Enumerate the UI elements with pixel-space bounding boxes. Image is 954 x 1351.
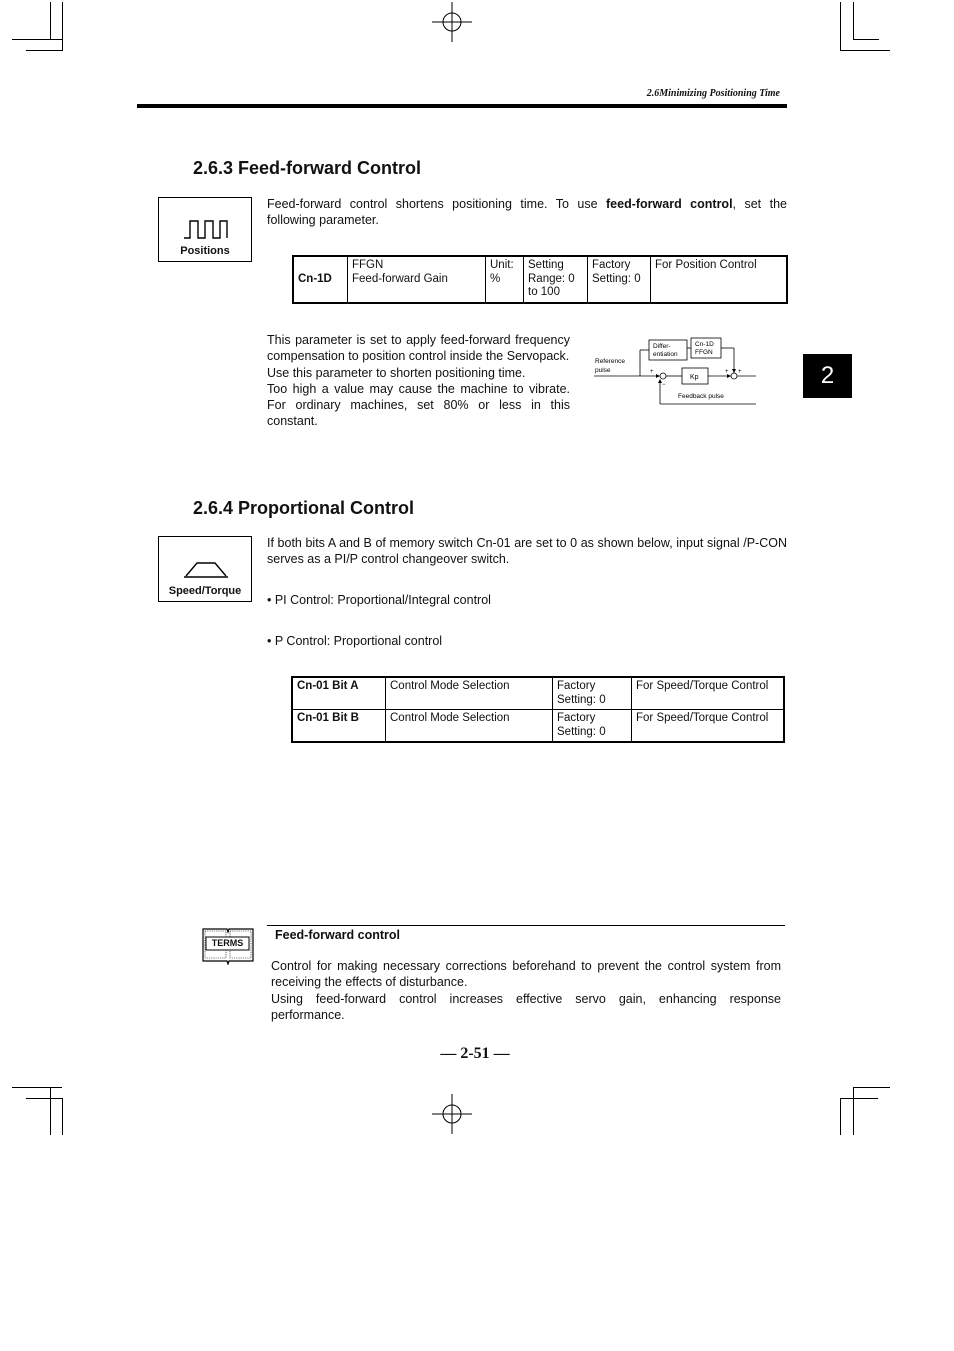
row-name: Control Mode Selection	[386, 677, 553, 710]
table-row	[293, 256, 787, 303]
row-code: Cn-01 Bit A	[292, 677, 386, 710]
feedback-pulse-label: Feedback pulse	[678, 393, 724, 400]
terms-paragraph-2: Using feed-forward control increases effective servo gain, enhancing response performance.	[271, 991, 781, 1022]
header-rule	[137, 104, 787, 108]
section-263-title: 2.6.3 Feed-forward Control	[193, 158, 422, 178]
body-paragraph-3: Too high a value may cause the machine to vibrate. For ordinary machines, set 80% or less in this constant.	[267, 381, 570, 429]
param-range: Setting Range: 0 to 100	[524, 256, 588, 303]
pulse-train-icon	[184, 218, 228, 240]
plus-sign-3: +	[738, 369, 742, 375]
terms-book-icon	[200, 925, 256, 965]
param-unit: Unit: %	[486, 256, 524, 303]
running-head: 2.6Minimizing Positioning Time	[646, 88, 780, 99]
differentiation-label-1: Differ-	[653, 343, 671, 350]
cn1d-parameter-table	[292, 255, 788, 304]
speed-torque-icon-label: Speed/Torque	[168, 585, 242, 597]
arrow-head	[658, 379, 662, 383]
row-code: Cn-01 Bit B	[292, 710, 386, 743]
terms-rule	[267, 925, 785, 926]
row-name: Control Mode Selection	[386, 710, 553, 743]
page-number: — 2-51 —	[440, 1045, 510, 1062]
table-row	[292, 710, 784, 743]
row-factory: Factory Setting: 0	[553, 677, 632, 710]
arrow-head	[732, 369, 736, 373]
arrow-head	[656, 374, 660, 378]
section-264-intro: If both bits A and B of memory switch Cn-01 are set to 0 as shown below, input signal /P-CON serves as a PI/P control changeover switch.	[267, 536, 787, 567]
param-code: Cn-1D	[293, 256, 348, 303]
intro-text-after: , set the following parameter.	[267, 197, 787, 228]
cn01-bits-table	[291, 676, 785, 743]
row-factory: Factory Setting: 0	[553, 710, 632, 743]
plus-sign-2: +	[725, 369, 729, 375]
body-paragraph-2: Use this parameter to shorten positioning time.	[267, 365, 526, 380]
param-name-line1: FFGN	[352, 259, 384, 271]
trapezoid-profile-icon	[184, 559, 228, 579]
terms-heading: Feed-forward control	[275, 928, 401, 942]
ffgn-label: FFGN	[695, 349, 713, 356]
param-factory: Factory Setting: 0	[588, 256, 651, 303]
intro-text-before: Feed-forward control shortens positioning time. To use	[267, 197, 607, 211]
chapter-tab: 2	[803, 354, 852, 398]
terms-icon-label: TERMS	[211, 938, 244, 948]
section-263-intro	[267, 196, 787, 229]
row-applies: For Speed/Torque Control	[632, 677, 785, 710]
p-control-bullet: • P Control: Proportional control	[267, 634, 443, 648]
positions-icon-label: Positions	[180, 245, 230, 257]
param-name-line2: Feed-forward Gain	[352, 272, 448, 285]
speed-torque-icon-box	[158, 536, 252, 602]
pi-control-bullet: • PI Control: Proportional/Integral control	[267, 593, 491, 607]
reference-label-1: Reference	[595, 358, 625, 365]
positions-icon-box	[158, 197, 252, 262]
param-applies: For Position Control	[651, 256, 788, 303]
section-264-title: 2.6.4 Proportional Control	[193, 498, 415, 518]
differentiation-label-2: entiation	[653, 351, 678, 358]
feed-forward-block-diagram	[590, 334, 765, 409]
terms-body	[271, 958, 781, 1023]
table-row	[292, 677, 784, 710]
summing-junction-1	[660, 373, 666, 379]
registration-mark-top	[432, 2, 472, 42]
param-name	[348, 256, 486, 303]
kp-label: Kp	[690, 374, 699, 381]
reference-label-2: pulse	[595, 367, 611, 374]
row-applies: For Speed/Torque Control	[632, 710, 785, 743]
registration-mark-bottom	[432, 1094, 472, 1134]
terms-paragraph-1: Control for making necessary corrections beforehand to prevent the control system from receiving the effects of disturbance.	[271, 959, 781, 990]
intro-text-bold: feed-forward control	[606, 197, 733, 211]
summing-junction-2	[731, 373, 737, 379]
minus-sign-1: −	[662, 382, 666, 388]
section-263-body	[267, 332, 570, 430]
body-paragraph-1: This parameter is set to apply feed-forward frequency compensation to position control inside the Servopack.	[267, 333, 570, 364]
cn1d-label: Cn-1D	[695, 341, 714, 348]
plus-sign-1: +	[650, 369, 654, 375]
